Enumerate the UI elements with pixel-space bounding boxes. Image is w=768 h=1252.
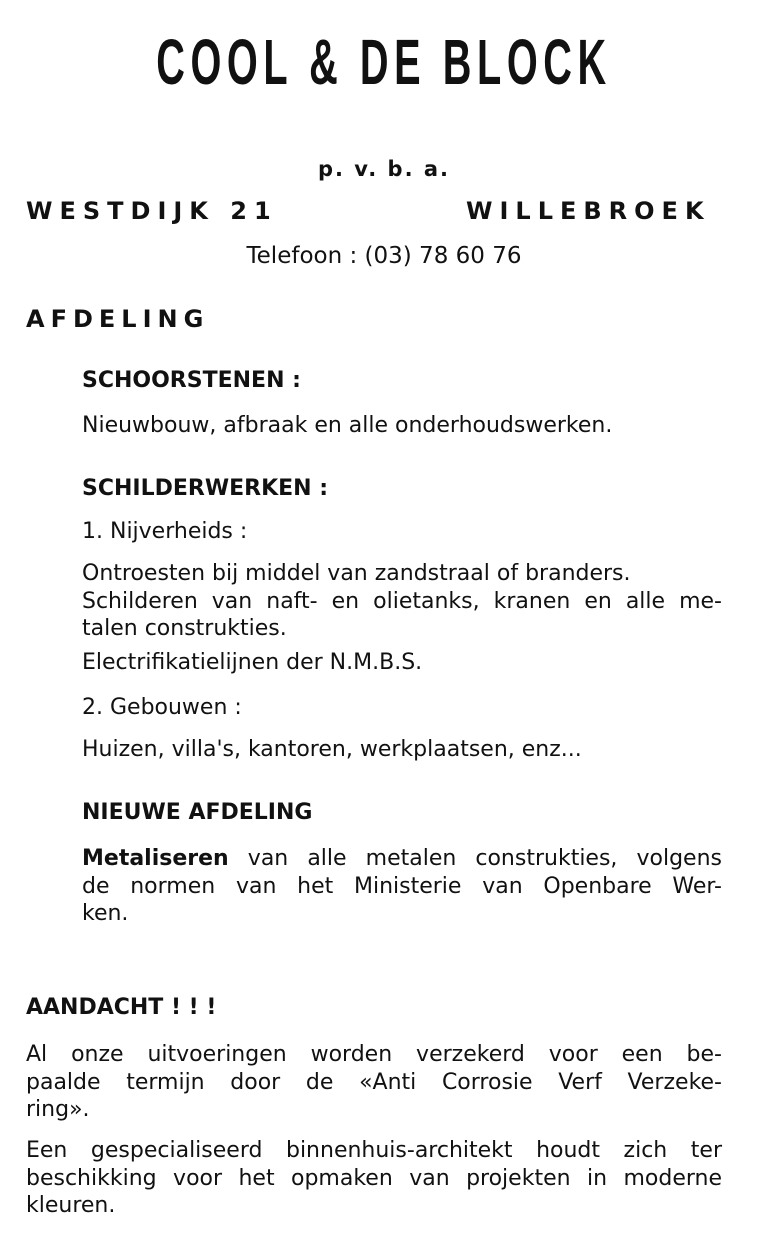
aandacht-paragraph-2: [26, 1137, 722, 1220]
metaliseren-word: Metaliseren: [82, 846, 229, 871]
gebouwen-text: Huizen, villa's, kantoren, werkplaatsen, enz...: [82, 737, 582, 762]
nieuwe-afdeling-heading: NIEUWE AFDELING: [82, 800, 313, 825]
aandacht-line: Al onze uitvoeringen worden verzekerd voor een be-: [26, 1042, 722, 1067]
aandacht-line: Een gespecialiseerd binnenhuis-architekt houdt zich ter: [26, 1138, 722, 1163]
phone-number: Telefoon : (03) 78 60 76: [246, 243, 522, 269]
aandacht-heading: AANDACHT ! ! !: [26, 995, 217, 1020]
city: WILLEBROEK: [466, 197, 711, 225]
schilderwerken-heading: SCHILDERWERKEN :: [82, 476, 329, 501]
metaliseren-line: [82, 845, 722, 873]
aandacht-line: ring».: [26, 1097, 90, 1122]
company-name: COOL & DE BLOCK: [156, 26, 612, 98]
gebouwen-subheading: 2. Gebouwen :: [82, 695, 242, 720]
aandacht-line: kleuren.: [26, 1193, 116, 1218]
legal-form: p. v. b. a.: [317, 157, 451, 181]
metaliseren-rest: van alle metalen construkties, volgens: [228, 846, 722, 871]
nieuwe-afdeling-line: ken.: [82, 901, 129, 926]
nieuwe-afdeling-line: de normen van het Ministerie van Openbare Wer-: [82, 873, 722, 899]
street-address: WESTDIJK 21: [26, 197, 278, 225]
aandacht-paragraph-1: [26, 1041, 722, 1124]
afdeling-heading: AFDELING: [26, 305, 210, 333]
nijverheids-line: Schilderen van naft- en olietanks, kranen en alle me-: [82, 588, 722, 614]
nijverheids-line: Ontroesten bij middel van zandstraal of branders.: [82, 561, 631, 586]
nijverheids-line: Electrifikatielijnen der N.M.B.S.: [82, 649, 423, 675]
schoorstenen-text: Nieuwbouw, afbraak en alle onderhoudswerken.: [82, 413, 613, 438]
schoorstenen-heading: SCHOORSTENEN :: [82, 368, 301, 393]
nijverheids-block: [82, 560, 722, 676]
aandacht-line: paalde termijn door de «Anti Corrosie Verf Verzeke-: [26, 1069, 722, 1095]
nieuwe-afdeling-block: [82, 845, 722, 928]
aandacht-line: beschikking voor het opmaken van projekten in moderne: [26, 1165, 722, 1191]
nijverheids-subheading: 1. Nijverheids :: [82, 519, 248, 544]
nijverheids-line: talen construkties.: [82, 616, 287, 641]
